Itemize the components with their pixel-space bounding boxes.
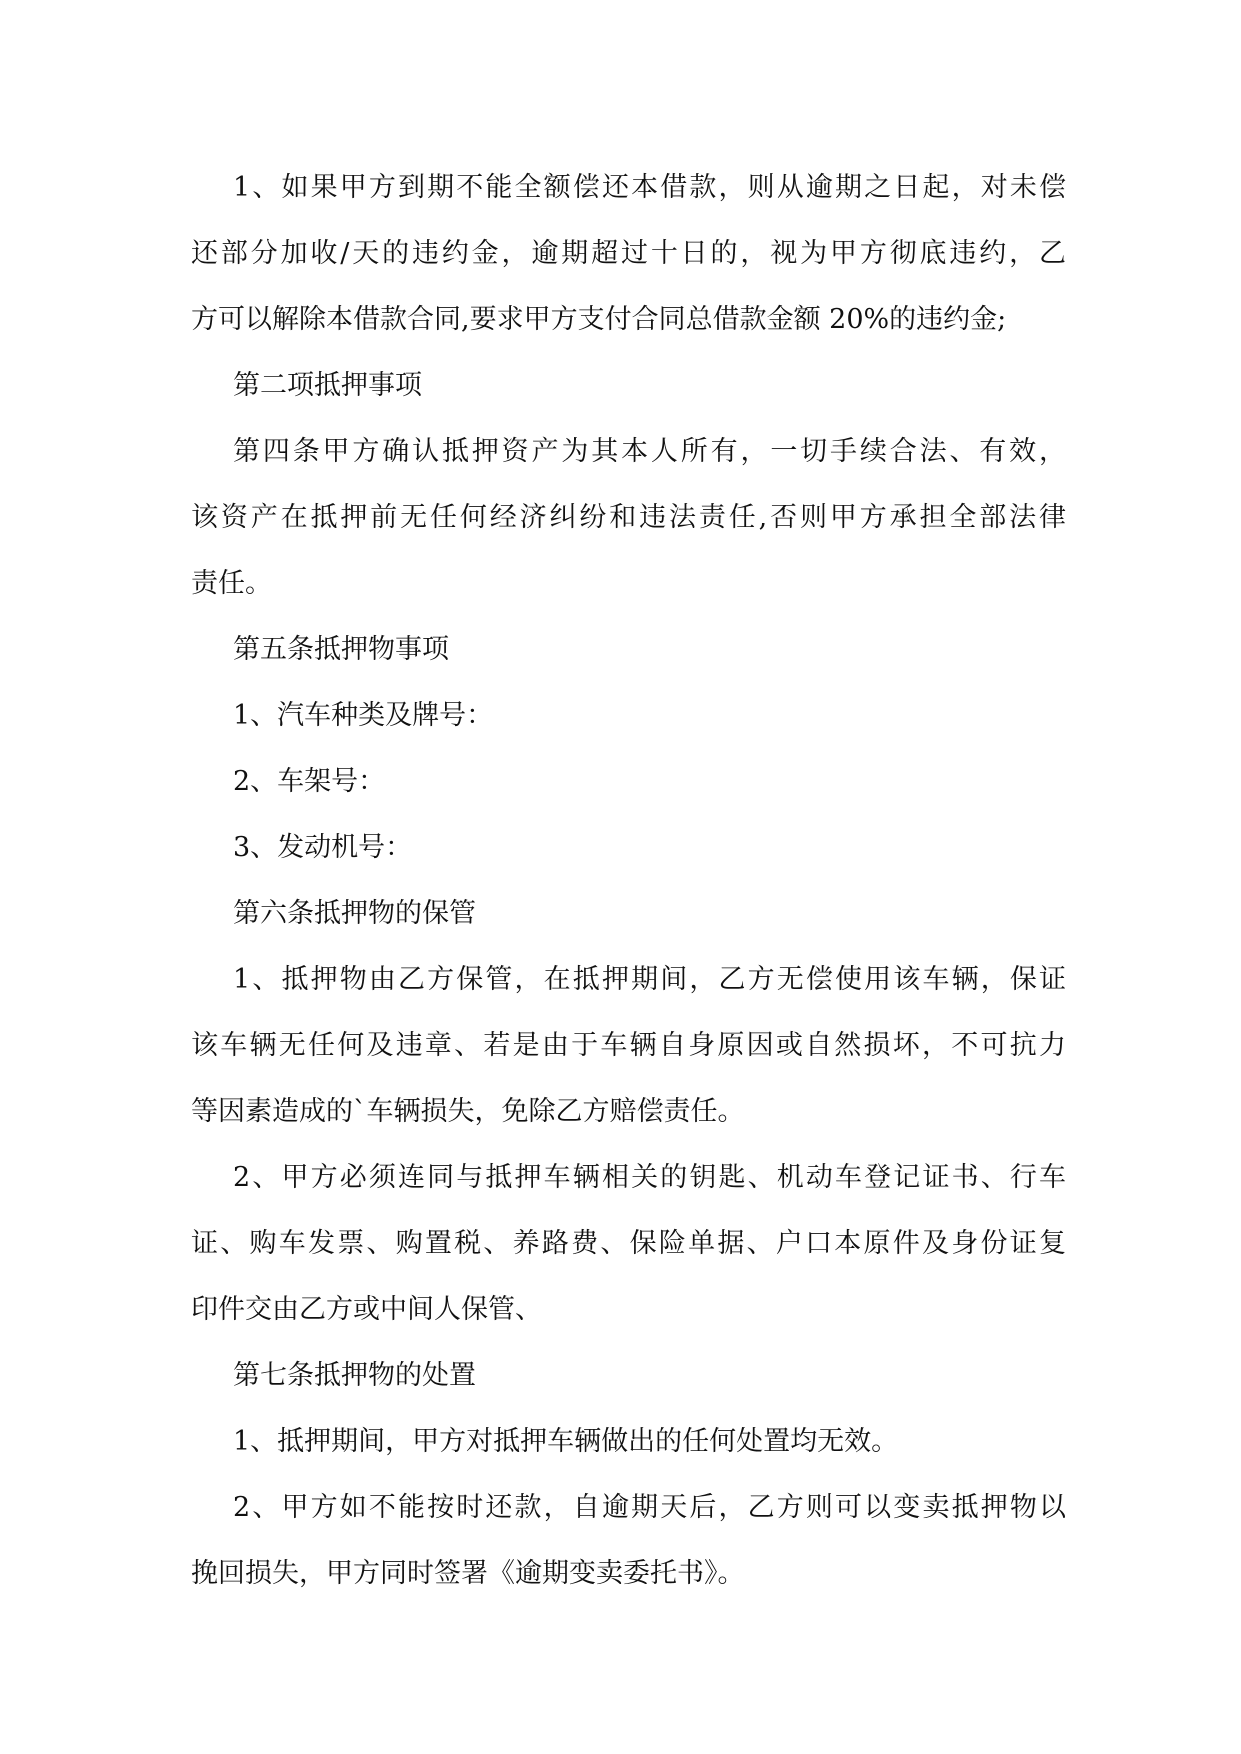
list-item: 1、汽车种类及牌号： — [233, 700, 494, 731]
paragraph-line: 该车辆无任何及违章、若是由于车辆自身原因或自然损坏，不可抗力 — [191, 1030, 1066, 1061]
paragraph-line: 2、甲方必须连同与抵押车辆相关的钥匙、机动车登记证书、行车 — [233, 1162, 1066, 1193]
paragraph-line: 印件交由乙方或中间人保管、 — [191, 1294, 542, 1325]
list-item: 2、车架号： — [233, 766, 386, 797]
paragraph-line: 责任。 — [191, 568, 272, 599]
document-body — [191, 155, 1066, 1607]
article-heading: 第五条抵押物事项 — [233, 634, 449, 665]
article-heading: 第六条抵押物的保管 — [233, 898, 476, 929]
paragraph-line: 挽回损失，甲方同时签署《逾期变卖委托书》。 — [191, 1558, 745, 1589]
paragraph-line: 1、如果甲方到期不能全额偿还本借款，则从逾期之日起，对未偿 — [233, 172, 1066, 203]
paragraph-line: 等因素造成的`车辆损失，免除乙方赔偿责任。 — [191, 1096, 745, 1127]
paragraph-line: 方可以解除本借款合同,要求甲方支付合同总借款金额 20%的违约金; — [191, 304, 1007, 335]
section-heading: 第二项抵押事项 — [233, 370, 422, 401]
paragraph-line: 证、购车发票、购置税、养路费、保险单据、户口本原件及身份证复 — [191, 1228, 1066, 1259]
paragraph-line: 还部分加收/天的违约金，逾期超过十日的，视为甲方彻底违约，乙 — [191, 238, 1066, 269]
paragraph-line: 该资产在抵押前无任何经济纠纷和违法责任,否则甲方承担全部法律 — [191, 502, 1066, 533]
paragraph-line: 1、抵押物由乙方保管，在抵押期间，乙方无偿使用该车辆，保证 — [233, 964, 1066, 995]
article-heading: 第七条抵押物的处置 — [233, 1360, 476, 1391]
paragraph-line: 2、甲方如不能按时还款，自逾期天后，乙方则可以变卖抵押物以 — [233, 1492, 1066, 1523]
paragraph-line: 1、抵押期间，甲方对抵押车辆做出的任何处置均无效。 — [233, 1426, 899, 1457]
paragraph-line: 第四条甲方确认抵押资产为其本人所有，一切手续合法、有效， — [233, 436, 1066, 467]
list-item: 3、发动机号： — [233, 832, 413, 863]
